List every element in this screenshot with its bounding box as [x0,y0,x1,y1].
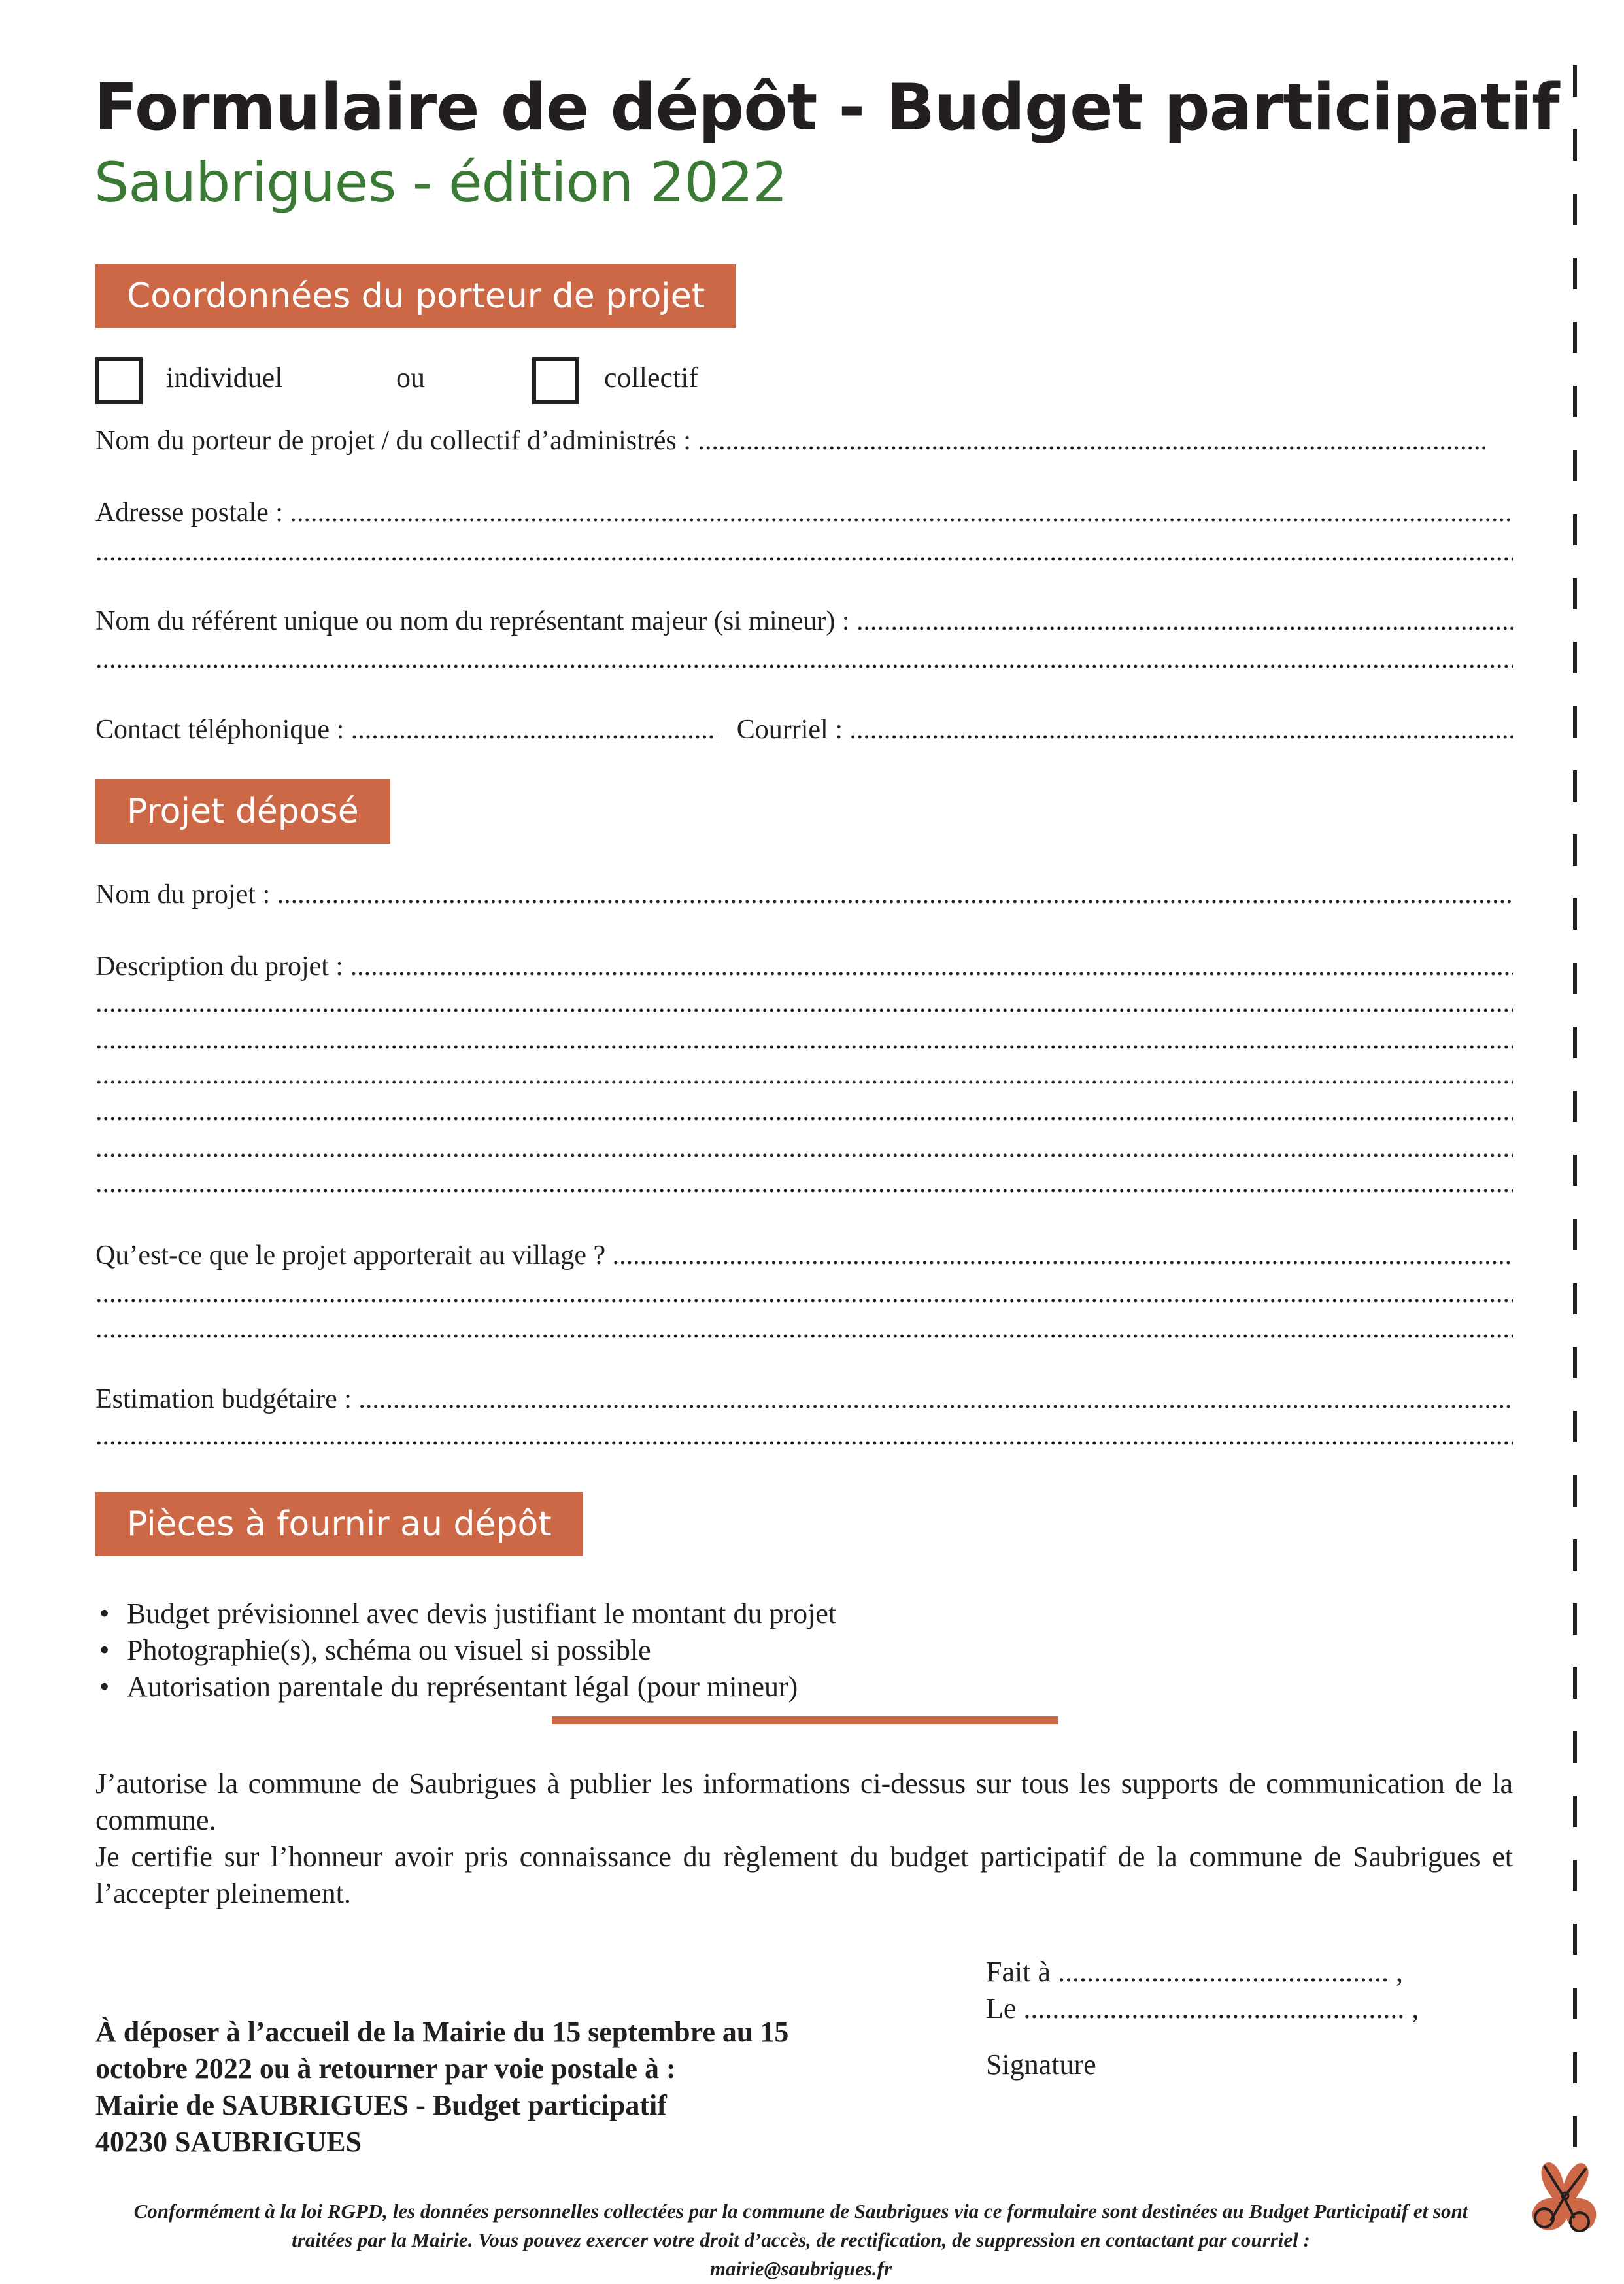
list-item-text: Photographie(s), schéma ou visuel si possible [127,1634,651,1666]
bullet-icon: • [99,1671,110,1703]
rgpd-email-link[interactable]: mairie@saubrigues.fr [709,2257,892,2280]
fill-line[interactable] [95,1021,1513,1058]
deposit-line: octobre 2022 ou à retourner par voie postale à : [95,2053,676,2085]
fill-line[interactable] [95,1130,1513,1167]
consent-certify: Je certifie sur l’honneur avoir pris connaissance du règlement du budget participatif de la commune de Saubrigues et l’accepter pleinement. [95,1841,1513,1909]
checkbox-individuel[interactable] [95,357,143,404]
field-nom-porteur[interactable] [95,422,1485,459]
fill-line[interactable] [95,1093,1513,1130]
le-label: Le [986,1992,1017,2024]
fill-line[interactable] [95,534,1513,570]
list-item [95,1669,836,1705]
fill-line[interactable]: .............................................. [1057,1956,1389,1988]
deposit-postcode: 40230 SAUBRIGUES [95,2126,362,2158]
field-description-line[interactable] [95,1093,1513,1130]
or-label: ou [396,362,425,394]
le-row[interactable] [986,1990,1419,2027]
field-estimation[interactable] [95,1381,1513,1418]
field-contact [95,711,1513,748]
fill-line-telephone[interactable] [351,711,717,748]
page-title: Formulaire de dépôt - Budget participatif [94,71,1559,145]
comma: , [1395,1956,1403,1988]
field-label: Estimation budgétaire : [95,1384,352,1414]
list-item [95,1595,836,1632]
section-divider [552,1716,1058,1724]
field-apport-line[interactable] [95,1275,1513,1312]
field-estimation-line[interactable] [95,1418,1513,1454]
fill-line[interactable] [856,603,1513,639]
field-referent[interactable] [95,603,1513,639]
scissors-icon [1523,2158,1608,2236]
deposit-address: Mairie de SAUBRIGUES - Budget participatif [95,2089,667,2121]
field-nom-projet[interactable] [95,876,1513,913]
checkbox-label-collectif: collectif [604,362,699,394]
deposit-instructions [95,2014,880,2160]
consent-authorize: J’autorise la commune de Saubrigues à publier les informations ci-dessus sur tous les supports de communication de la commune. [95,1767,1513,1836]
bullet-icon: • [99,1597,110,1629]
fill-line[interactable] [290,494,1513,531]
pieces-list [95,1595,836,1705]
fait-a-row[interactable] [986,1954,1419,1990]
field-description-line[interactable] [95,1130,1513,1167]
field-referent-line2[interactable] [95,641,1513,677]
field-label: Nom du projet : [95,879,271,910]
page-subtitle: Saubrigues - édition 2022 [94,150,787,214]
fill-line[interactable] [698,422,1485,459]
list-item [95,1632,836,1669]
fill-line[interactable] [95,1275,1513,1312]
fill-line[interactable] [358,1381,1513,1418]
rgpd-notice [105,2197,1497,2283]
fait-a-label: Fait à [986,1956,1051,1988]
field-label: Adresse postale : [95,498,283,528]
field-adresse-line2[interactable] [95,534,1513,570]
fill-line[interactable] [95,1165,1513,1202]
checkbox-label-individuel: individuel [166,362,283,394]
section-heading-projet: Projet déposé [95,779,390,844]
bullet-icon: • [99,1634,110,1666]
signature-label: Signature [986,2049,1096,2081]
fill-line[interactable] [95,985,1513,1021]
fill-line[interactable] [95,1418,1513,1454]
section-heading-pieces: Pièces à fournir au dépôt [95,1492,583,1556]
field-label: Qu’est-ce que le projet apporterait au village ? [95,1240,606,1270]
fill-line-courriel[interactable] [849,711,1513,748]
field-adresse[interactable] [95,494,1513,531]
deposit-line: À déposer à l’accueil de la Mairie du 15 septembre au 15 [95,2016,789,2048]
fill-line[interactable] [95,1310,1513,1347]
list-item-text: Autorisation parentale du représentant légal (pour mineur) [127,1671,798,1703]
field-label: Nom du porteur de projet / du collectif d’administrés : [95,426,691,456]
field-description-line[interactable] [95,985,1513,1021]
fill-line[interactable] [95,1057,1513,1093]
field-label: Description du projet : [95,951,344,981]
field-label-telephone: Contact téléphonique : [95,715,345,745]
field-description-line[interactable] [95,1165,1513,1202]
fill-line[interactable] [350,948,1513,985]
fill-line[interactable] [95,641,1513,677]
fill-line[interactable] [613,1237,1513,1274]
checkbox-collectif[interactable] [532,357,579,404]
rgpd-text: Conformément à la loi RGPD, les données personnelles collectées par la commune de Saubrigues via ce formulaire sont destinées au Budget Participatif et sont traitées par la Mairie. Vous pouvez exercer votre droit d’accès, de rectification, de suppression en contactant par courriel : [133,2200,1468,2251]
fill-line[interactable] [277,876,1513,913]
section-heading-coordonnees: Coordonnées du porteur de projet [95,264,736,328]
list-item-text: Budget prévisionnel avec devis justifiant le montant du projet [127,1597,837,1629]
fill-line[interactable]: ..................................................... [1023,1992,1405,2024]
field-description-line[interactable] [95,1021,1513,1058]
field-description-line[interactable] [95,1057,1513,1093]
field-apport-line[interactable] [95,1310,1513,1347]
field-description[interactable] [95,948,1513,985]
comma: , [1412,1992,1419,2024]
field-label: Nom du référent unique ou nom du représentant majeur (si mineur) : [95,606,850,636]
field-apport[interactable] [95,1237,1513,1274]
signature-block [986,1954,1419,2083]
field-label-courriel: Courriel : [736,715,843,745]
dashed-cut-line [1573,65,1577,2197]
